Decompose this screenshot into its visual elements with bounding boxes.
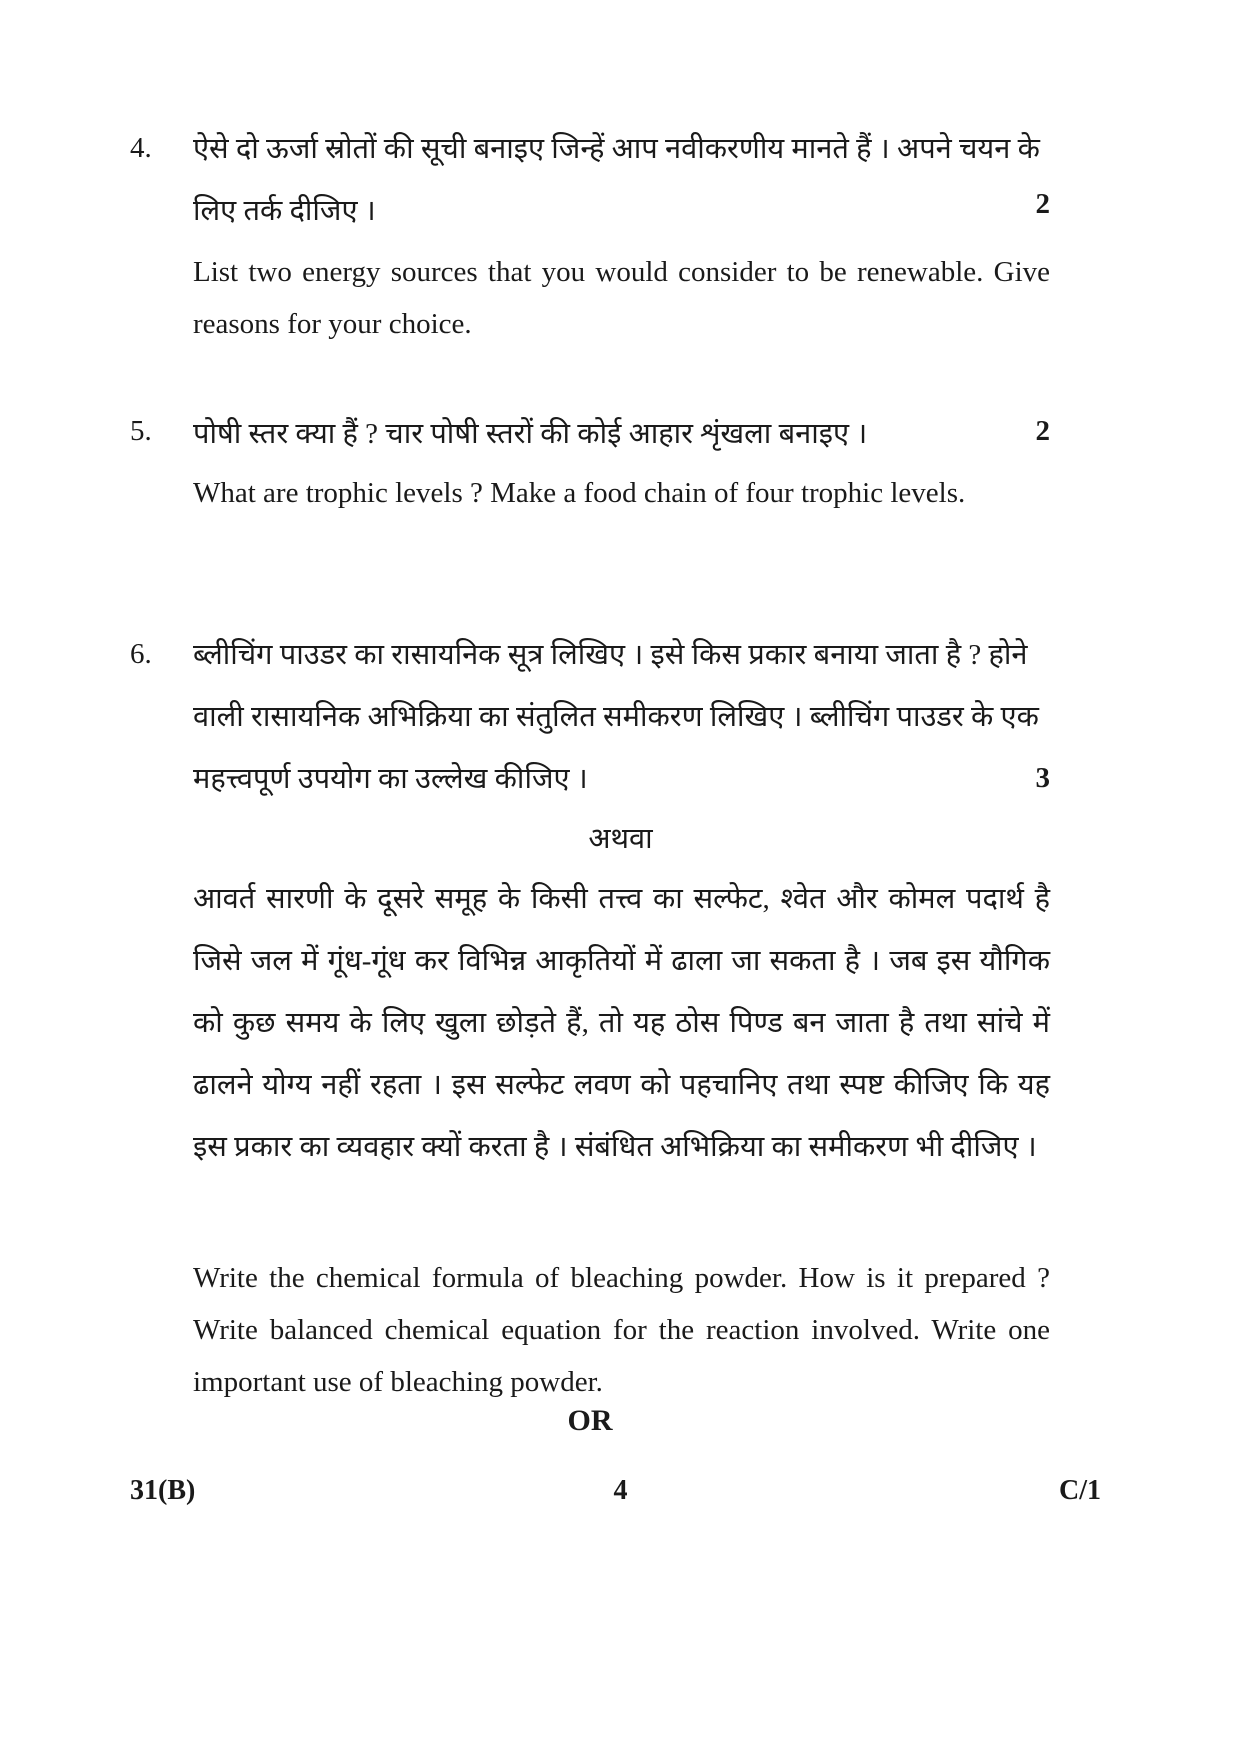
page-number: 4 xyxy=(613,1475,628,1506)
question-number: 4. xyxy=(130,132,152,164)
question-hindi-text: पोषी स्तर क्या हैं ? चार पोषी स्तरों की कोई आहार शृंखला बनाइए । xyxy=(193,418,868,450)
or-hindi: अथवा xyxy=(588,823,653,855)
marks: 2 xyxy=(1035,415,1050,447)
marks: 3 xyxy=(1035,762,1050,794)
question-hindi-text: ऐसे दो ऊर्जा स्रोतों की सूची बनाइए जिन्हें आप नवीकरणीय मानते हैं । अपने चयन के लिए तर्क दीजिए । xyxy=(193,133,1040,227)
alternative-hindi-text: आवर्त सारणी के दूसरे समूह के किसी तत्त्व का सल्फेट, श्वेत और कोमल पदार्थ है जिसे जल में गूंध-गूंध कर विभिन्न आकृतियों में ढाला जा सकता है । जब इस यौगिक को कुछ समय के लिए खुला छोड़ते हैं, तो यह ठोस पिण्ड बन जाता है तथा सांचे में ढालने योग्य नहीं रहता । इस सल्फेट लवण को पहचानिए तथा स्पष्ट कीजिए कि यह इस प्रकार का व्यवहार क्यों करता है । संबंधित अभिक्रिया का समीकरण भी दीजिए । xyxy=(193,883,1050,1163)
paper-code: 31(B) xyxy=(130,1475,196,1506)
question-english-text: List two energy sources that you would consider to be renewable. Give reasons for your choice. xyxy=(193,256,1050,340)
question-number: 5. xyxy=(130,415,152,447)
question-english-text: Write the chemical formula of bleaching powder. How is it prepared ? Write balanced chemical equation for the reaction involved. Write one important use of bleaching powder. xyxy=(193,1262,1050,1398)
set-code: C/1 xyxy=(1059,1475,1101,1506)
marks: 2 xyxy=(1035,188,1050,220)
question-hindi-text: ब्लीचिंग पाउडर का रासायनिक सूत्र लिखिए । इसे किस प्रकार बनाया जाता है ? होने वाली रासायनिक अभिक्रिया का संतुलित समीकरण लिखिए । ब्लीचिंग पाउडर के एक महत्त्वपूर्ण उपयोग का उल्लेख कीजिए । xyxy=(193,639,1039,795)
question-number: 6. xyxy=(130,638,152,670)
question-english-text: What are trophic levels ? Make a food chain of four trophic levels. xyxy=(193,477,966,509)
or-english: OR xyxy=(567,1404,613,1437)
